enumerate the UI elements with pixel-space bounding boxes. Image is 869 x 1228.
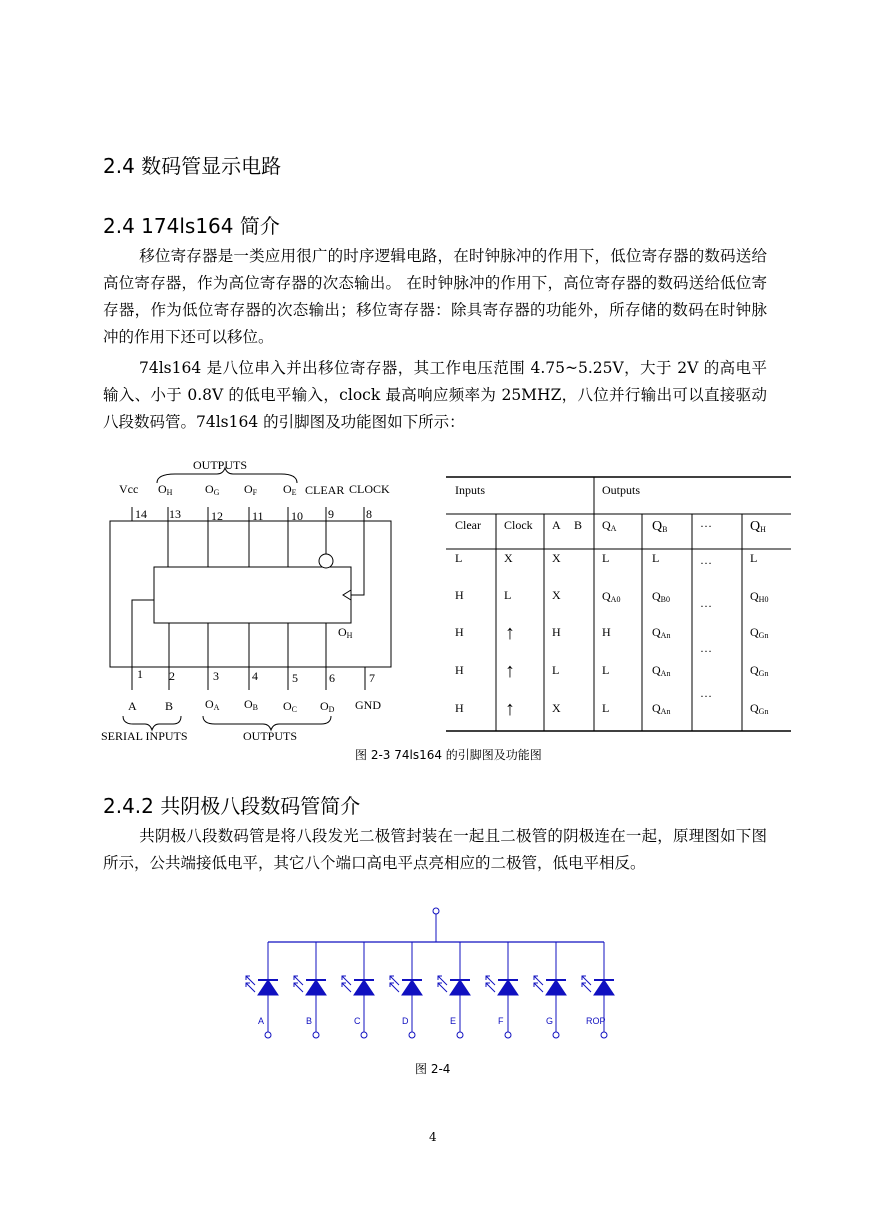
- led-segment-label: D: [402, 1016, 409, 1026]
- cell-qb: QB0: [652, 589, 671, 604]
- cell-ab: L: [552, 663, 560, 677]
- pin-label-clock: CLOCK: [349, 482, 390, 496]
- group-header-inputs: Inputs: [455, 483, 485, 497]
- led-terminal: [457, 1032, 463, 1038]
- pin-number-6: 6: [329, 671, 335, 685]
- led-terminal: [409, 1032, 415, 1038]
- pinout-diagram: [95, 450, 425, 750]
- pin-label-vcc: Vcc: [119, 482, 139, 496]
- led-segment-label: A: [258, 1016, 265, 1026]
- pin-label-b: B: [165, 699, 174, 713]
- pin-number-1: 1: [137, 667, 143, 681]
- cell-dots: …: [700, 553, 712, 567]
- clear-inverter-bubble: [319, 554, 333, 568]
- pin-label-a: A: [128, 699, 137, 713]
- pin-number-10: 10: [291, 509, 303, 523]
- cell-clock: L: [504, 588, 512, 602]
- pin-label-of: OF: [244, 482, 258, 497]
- outputs-bottom-label: OUTPUTS: [243, 729, 298, 743]
- pin-number-9: 9: [328, 507, 334, 521]
- cell-qb: QAn: [652, 663, 671, 678]
- pin-number-8: 8: [366, 507, 372, 521]
- col-header-a: A: [552, 518, 561, 532]
- pin-number-7: 7: [369, 671, 375, 685]
- cell-clear: H: [455, 701, 464, 715]
- table-row: [455, 622, 768, 655]
- cell-qh: QH0: [750, 589, 769, 604]
- shift-register-block: [154, 567, 351, 623]
- led-diode-triangle: [594, 980, 614, 995]
- paragraph-74ls164-text: 74ls164 是八位串入并出移位寄存器，其工作电压范围 4.75~5.25V，大于 2V 的高电平输入、小于 0.8V 的低电平输入，clock 最高响应频率为 25MHZ，八位并行输出可以直接驱动八段数码管。74ls164 的引脚图及功能图如下所示：: [103, 359, 767, 431]
- outputs-bottom-brace: [203, 716, 331, 730]
- paragraph-common-cathode: [103, 823, 767, 877]
- cell-clear: H: [455, 625, 464, 639]
- serial-inputs-label: SERIAL INPUTS: [101, 729, 188, 743]
- led-diode-triangle: [546, 980, 566, 995]
- truth-table: [446, 470, 796, 740]
- cell-qa: QA0: [602, 589, 621, 604]
- cell-qa: L: [602, 701, 610, 715]
- led-terminal: [601, 1032, 607, 1038]
- pin-label-oa: OA: [205, 697, 220, 712]
- led-terminal: [553, 1032, 559, 1038]
- cell-qa: L: [602, 551, 610, 565]
- led-segment-label: E: [450, 1016, 457, 1026]
- pin-label-oe: OE: [283, 482, 297, 497]
- cell-ab: H: [552, 625, 561, 639]
- paragraph-common-cathode-text: 共阴极八段数码管是将八段发光二极管封装在一起且二极管的阴极连在一起，原理图如下图所示，公共端接低电平，其它八个端口高电平点亮相应的二极管，低电平相反。: [103, 827, 767, 872]
- led-diode-triangle: [306, 980, 326, 995]
- cell-qa: L: [602, 663, 610, 677]
- pin-number-4: 4: [252, 669, 258, 683]
- led-segment-label: ROP: [586, 1016, 606, 1026]
- table-row: [455, 698, 768, 720]
- led-terminal: [361, 1032, 367, 1038]
- paragraph-shift-register: [103, 243, 767, 351]
- table-row: [455, 588, 768, 610]
- led-diode-triangle: [450, 980, 470, 995]
- led-segment-label: F: [498, 1016, 504, 1026]
- serial-inputs-brace: [123, 716, 181, 730]
- col-header-b: B: [574, 518, 583, 532]
- ic-package-outline: [110, 521, 391, 667]
- cell-qb: QAn: [652, 701, 671, 716]
- common-terminal: [433, 908, 439, 914]
- subsection-title-174ls164: 2.4 174ls164 简介: [103, 214, 280, 238]
- paragraph-shift-register-text: 移位寄存器是一类应用很广的时序逻辑电路，在时钟脉冲的作用下，低位寄存器的数码送给高位寄存器，作为高位寄存器的次态输出。 在时钟脉冲的作用下，高位寄存器的数码送给低位寄存器，作为低位寄存器的次态输出；移位寄存器：除具寄存器的功能外，所存储的数码在时钟脉冲的作用下还可以移位。: [103, 247, 767, 346]
- pin-label-ob: OB: [244, 697, 259, 712]
- pin-label-og: OG: [205, 482, 220, 497]
- cell-clock: X: [504, 551, 513, 565]
- led-common-cathode-diagram: [240, 900, 630, 1050]
- cell-qb: L: [652, 551, 660, 565]
- outputs-top-label: OUTPUTS: [193, 458, 248, 472]
- clock-input-line: [351, 521, 364, 595]
- pin-label-clear: CLEAR: [305, 483, 345, 497]
- cell-dots: …: [700, 641, 712, 655]
- led-diode-triangle: [402, 980, 422, 995]
- led-terminal: [505, 1032, 511, 1038]
- led-segment-label: G: [546, 1016, 554, 1026]
- col-header-qh: QH: [750, 519, 766, 534]
- paragraph-74ls164: [103, 355, 767, 436]
- figure-caption-2-3: 图 2-3 74ls164 的引脚图及功能图: [355, 748, 542, 762]
- pin-label-oh: OH: [158, 482, 173, 497]
- pin-number-2: 2: [169, 669, 175, 683]
- subsection-title-common-cathode: 2.4.2 共阴极八段数码管简介: [103, 794, 361, 818]
- section-title: 2.4 数码管显示电路: [103, 154, 282, 178]
- led-terminal: [313, 1032, 319, 1038]
- cell-clear: L: [455, 551, 463, 565]
- pin-label-od: OD: [320, 699, 335, 714]
- led-segment-label: C: [354, 1016, 361, 1026]
- col-header-dots: …: [700, 516, 712, 530]
- pin-label-gnd: GND: [355, 698, 381, 712]
- cell-ab: X: [552, 588, 561, 602]
- inner-label-oh: OH: [338, 625, 353, 640]
- cell-clock-rising-edge: ↑: [505, 660, 515, 682]
- figure-caption-2-4: 图 2-4: [415, 1062, 451, 1076]
- col-header-qa: QA: [602, 518, 617, 533]
- group-header-outputs: Outputs: [602, 483, 641, 497]
- page-number: 4: [429, 1130, 437, 1144]
- cell-dots: …: [700, 596, 712, 610]
- led-diode-triangle: [354, 980, 374, 995]
- led-diode-triangle: [258, 980, 278, 995]
- table-row: [455, 551, 757, 567]
- pin-number-14: 14: [135, 507, 147, 521]
- table-row: [455, 660, 768, 700]
- cell-ab: X: [552, 701, 561, 715]
- cell-qh: L: [750, 551, 758, 565]
- cell-dots: …: [700, 686, 712, 700]
- cell-qh: QGn: [750, 625, 769, 640]
- cell-clock-rising-edge: ↑: [505, 622, 515, 644]
- cell-clear: H: [455, 663, 464, 677]
- cell-qh: QGn: [750, 701, 769, 716]
- clock-triangle: [343, 590, 351, 600]
- cell-qa: H: [602, 625, 611, 639]
- pin-number-12: 12: [211, 509, 223, 523]
- col-header-clear: Clear: [455, 518, 481, 532]
- cell-ab: X: [552, 551, 561, 565]
- col-header-qb: QB: [652, 519, 668, 534]
- pin-number-5: 5: [292, 671, 298, 685]
- col-header-clock: Clock: [504, 518, 533, 532]
- pin-label-oc: OC: [283, 699, 298, 714]
- cell-qb: QAn: [652, 625, 671, 640]
- led-terminal: [265, 1032, 271, 1038]
- cell-qh: QGn: [750, 663, 769, 678]
- led-segment-label: B: [306, 1016, 313, 1026]
- pin-number-13: 13: [169, 507, 181, 521]
- cell-clear: H: [455, 588, 464, 602]
- pin-number-11: 11: [252, 509, 264, 523]
- led-diode-triangle: [498, 980, 518, 995]
- pin-number-3: 3: [213, 669, 219, 683]
- cell-clock-rising-edge: ↑: [505, 698, 515, 720]
